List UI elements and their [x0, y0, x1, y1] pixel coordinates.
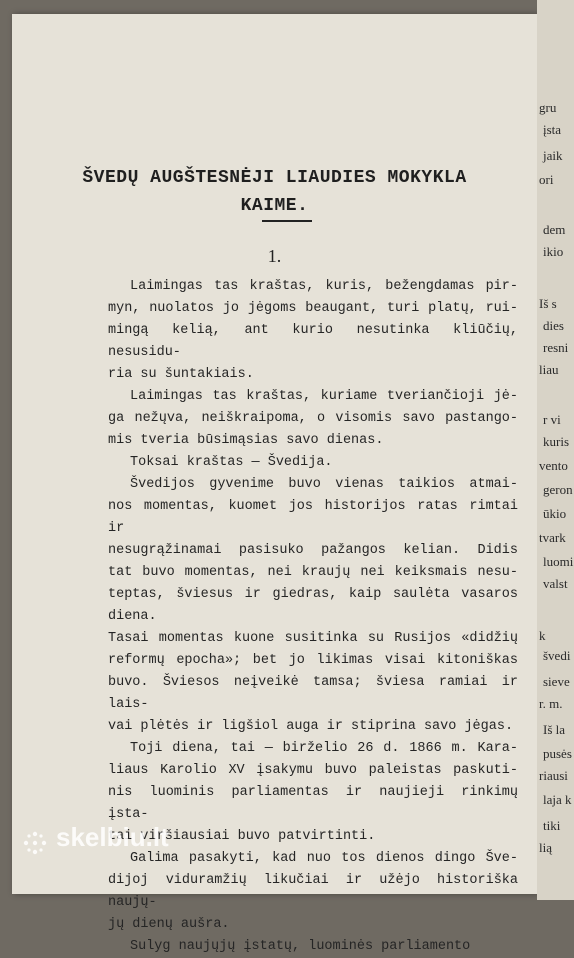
watermark-text: skelbiu.lt: [56, 822, 169, 852]
text-line: buvo. Šviesos neįveikė tamsa; šviesa ramiai ir lais-: [108, 675, 518, 712]
adjacent-page-fragment: riausi: [539, 768, 568, 783]
body-text: [108, 276, 518, 958]
text-line: ria su šuntakiais.: [108, 367, 254, 382]
paragraph: [108, 276, 518, 386]
text-line: reformų epocha»; bet jo likimas visai kitoniškas: [108, 653, 518, 668]
adjacent-page-fragment: jaik: [543, 148, 563, 163]
adjacent-page-fragment: tiki: [543, 818, 561, 833]
chapter-title-line1: ŠVEDŲ AUGŠTESNĖJI LIAUDIES MOKYKLA: [82, 168, 467, 188]
adjacent-page-fragment: luomi: [543, 554, 574, 569]
text-line: nis luominis parliamentas ir naujieji rinkimų įsta-: [108, 785, 518, 822]
text-line: tat buvo momentas, nei kraujų nei keiksmais nesu-: [108, 565, 518, 580]
adjacent-page-fragment: r vi: [543, 412, 561, 427]
adjacent-page-fragment: dies: [543, 318, 564, 333]
paragraph: [108, 848, 518, 936]
adjacent-page-fragment: sieve: [543, 674, 570, 689]
adjacent-page-fragment: gru: [539, 100, 557, 115]
paragraph: [108, 452, 518, 474]
section-number: 1.: [267, 246, 282, 266]
adjacent-page-fragment: valst: [543, 576, 568, 591]
adjacent-page-fragment: švedi: [543, 648, 571, 663]
text-line: mingą kelią, ant kurio nesutinka kliūčių, nesusidu-: [108, 323, 518, 360]
text-line: ga nežųva, neiškraipoma, o visomis savo pastango-: [108, 411, 518, 426]
text-line: liaus Karolio XV įsakymu buvo paleistas paskuti-: [108, 763, 518, 778]
text-line: jų dienų aušra.: [108, 917, 230, 932]
adjacent-page-fragment: resni: [543, 340, 569, 355]
text-line: Švedijos gyvenime buvo vienas taikios atmai-: [130, 477, 518, 492]
adjacent-page-fragment: Iš s: [539, 296, 557, 311]
adjacent-page-fragment: liau: [539, 362, 559, 377]
text-line: Toji diena, tai — birželio 26 d. 1866 m. Kara-: [130, 741, 518, 756]
text-line: myn, nuolatos jo jėgoms beaugant, turi platų, rui-: [108, 301, 518, 316]
adjacent-page-fragment: ori: [539, 172, 554, 187]
text-line: mis tveria būsimąsias savo dienas.: [108, 433, 384, 448]
paragraph: [108, 738, 518, 848]
text-line: Laimingas tas kraštas, kuris, bežengdamas pir-: [130, 279, 518, 294]
text-line: nos momentas, kuomet jos historijos ratas rimtai ir: [108, 499, 518, 536]
adjacent-page-fragment: geron: [543, 482, 573, 497]
adjacent-page-fragment: pusės: [543, 746, 572, 761]
text-line: vai plėtės ir ligšiol auga ir stiprina savo jėgas.: [108, 719, 514, 734]
text-line: Sulyg naujųjų įstatų, luominės parliamento: [130, 939, 471, 954]
text-line: dijoj viduramžių likučiai ir užėjo historiška naujų-: [108, 873, 518, 910]
text-line: Laimingas tas kraštas, kuriame tveriančioji jė-: [130, 389, 518, 404]
adjacent-page-fragment: laja k: [543, 792, 572, 807]
adjacent-page-fragment: Iš la: [543, 722, 566, 737]
adjacent-page-fragment: r. m.: [539, 696, 563, 711]
watermark-logo-icon: [22, 830, 48, 856]
adjacent-page-fragment: k: [539, 628, 546, 643]
text-line: Galima pasakyti, kad nuo tos dienos dingo Šve-: [130, 851, 518, 866]
chapter-title-line2: KAIME.: [240, 196, 309, 216]
text-line: Tasai momentas kuone susitinka su Rusijos «didžių: [108, 631, 518, 646]
paragraph: [108, 474, 518, 738]
paragraph: [108, 386, 518, 452]
adjacent-page-fragment: kuris: [543, 434, 569, 449]
adjacent-page-fragment: vento: [539, 458, 568, 473]
text-line: Toksai kraštas — Švedija.: [130, 455, 333, 470]
text-line: tai viršiausiai buvo patvirtinti.: [108, 829, 376, 844]
adjacent-page-fragment: ikio: [543, 244, 564, 259]
text-line: nesugrąžinamai pasisuko pažangos kelian. Didis: [108, 543, 518, 558]
text-line: teptas, šviesus ir giedras, kaip saulėta vasaros diena.: [108, 587, 518, 624]
paragraph: [108, 936, 518, 958]
adjacent-page-fragment: lią: [539, 840, 552, 855]
book-page: [12, 14, 537, 954]
adjacent-page-fragment: tvark: [539, 530, 566, 545]
adjacent-page-fragment: dem: [543, 222, 566, 237]
adjacent-page-fragment: ūkio: [543, 506, 567, 521]
adjacent-page-fragment: įsta: [543, 122, 562, 137]
title-divider: [262, 220, 312, 222]
adjacent-page-edge: [537, 0, 574, 900]
